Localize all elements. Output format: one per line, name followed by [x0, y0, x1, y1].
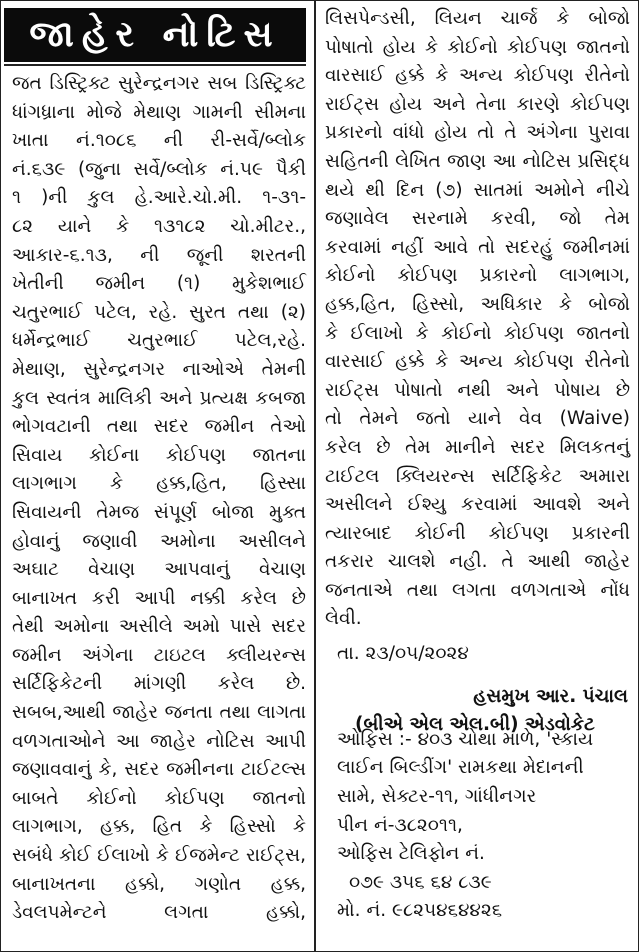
notice-line: વળગતાઓને આ જાહેર નોટિસ આપી	[12, 730, 306, 752]
notice-line: હોવાનું જણાવી અમોના અસીલને	[12, 530, 306, 552]
address-line: ઓફિસ :- ૪૦૩ ચોથા માળે, 'સ્કાય	[337, 728, 594, 750]
notice-line: ધાંગધ્રાના મોજે મેથાણ ગામની સીમના	[12, 101, 306, 123]
signatory-title: (બીએ એલ એલ.બી) એડવોકેટ	[355, 714, 595, 735]
right-column	[325, 5, 630, 926]
notice-line: સર્ટિફિકેટની માંગણી કરેલ છે.	[12, 673, 306, 695]
notice-line: જનતાએ તથા લગતા વળગતાએ નોંધ	[325, 579, 630, 601]
notice-line: અસીલને ઈશ્યુ કરવામાં આવશે અને	[325, 494, 630, 516]
notice-line: વારસાઈ હક્કે કે અન્ય કોઈપણ રીતેનો	[325, 351, 630, 373]
notice-line: ૧ )ની કુલ હે.આરે.ચો.મી. ૧-૩૧-	[12, 187, 306, 209]
notice-line: સિવાયની તેમજ સંપૂર્ણ બોજા મુક્ત	[12, 501, 306, 523]
notice-line: ચતુરભાઈ પટેલ, રહે. સુરત તથા (૨)	[12, 301, 306, 323]
notice-line: હક્ક,હિત, હિસ્સો, અધિકાર કે બોજો	[325, 293, 630, 315]
office-phone: ૦૭૯ ૩૫૬ ૬૪ ૮૩૯	[349, 871, 492, 893]
notice-line: જત ડિસ્ટ્રિક્ટ સુરેન્દ્રનગર સબ ડિસ્ટ્રિક્ટ	[12, 73, 306, 94]
notice-line: થયે થી દિન (૭) સાતમાં અમોને નીચે	[325, 179, 630, 201]
notice-line: સિવાય કોઈના કોઈપણ જાતના	[12, 444, 306, 466]
notice-line: નં.૬૩૯ (જુના સર્વે/બ્લોક નં.૫૯ પૈકી	[12, 158, 306, 180]
notice-line: મેથાણ, સુરેન્દ્રનગર નાઓએ તેમની	[12, 358, 306, 380]
notice-line: લિસપેન્ડસી, લિયન ચાર્જ કે બોજો	[325, 8, 630, 29]
notice-line: આકાર-૬.૧૩, ની જૂની શરતની	[12, 244, 306, 266]
notice-line: ટાઈટલ ક્લિયરન્સ સર્ટિફિકેટ અમારા	[325, 465, 630, 487]
notice-line: કે ઈલાખો કે કોઈનો કોઈપણ જાતનો	[325, 322, 630, 344]
notice-line: વારસાઈ હક્કે કે અન્ય કોઈપણ રીતેનો	[325, 65, 630, 87]
notice-date: તા. ૨૩/૦૫/૨૦૨૪	[337, 643, 469, 665]
column-divider	[314, 0, 316, 952]
notice-line: કુલ સ્વતંત્ર માલિકી અને પ્રત્યક્ષ કબજા	[12, 387, 306, 409]
notice-line: કરવામાં નહીં આવે તો સદરહું જમીનમાં	[325, 236, 630, 258]
notice-line: ખેતીની જમીન (૧) મુકેશભાઈ	[12, 273, 306, 295]
notice-line: પ્રકારનો વાંધો હોય તો તે અંગેના પુરાવા	[325, 122, 630, 144]
notice-line: પોષાતો હોય કે કોઈનો કોઈપણ જાતનો	[325, 36, 630, 58]
notice-line: ૮૨ યાને કે ૧૩૧૮૨ ચો.મીટર.,	[12, 215, 306, 237]
address-line: સામે, સેક્ટર-૧૧, ગાંધીનગર	[337, 786, 537, 808]
notice-line: ત્યારબાદ કોઈની કોઈપણ પ્રકારની	[325, 522, 630, 544]
notice-line: ડેવલપમેન્ટને લગતા હક્કો,	[12, 902, 306, 924]
notice-line: કોઈનો કોઈપણ પ્રકારનો લાગભાગ,	[325, 265, 630, 287]
notice-line: રાઈટ્સ પોષાતો નથી અને પોષાય છે	[325, 379, 630, 401]
pin-code: પીન નં-૩૮૨૦૧૧,	[337, 814, 463, 836]
notice-line: ભોગવટાની તથા સદર જમીન તેઓ	[12, 416, 306, 438]
notice-line: તો તેમને જતો યાને વેવ (Waive)	[325, 408, 630, 430]
notice-line: જણાવવાનું કે, સદર જમીનના ટાઈટલ્સ	[12, 759, 306, 781]
notice-line: બાનાખતના હક્કો, ગણોત હક્ક,	[12, 873, 306, 895]
notice-title: જાહેર નોટિસ	[4, 8, 306, 62]
notice-line: ખાતા નં.૧૦૮૬ ની રી-સર્વે/બ્લોક	[12, 130, 306, 152]
notice-line: લેવી.	[325, 608, 362, 630]
notice-line: તેથી અમોના અસીલે અમો પાસે સદર	[12, 616, 306, 638]
notice-line: લાગભાગ, હક્ક, હિત કે હિસ્સો કે	[12, 816, 306, 838]
notice-line: જમીન અંગેના ટાઇટલ ક્લીયરન્સ	[12, 644, 306, 666]
notice-line: તકરાર ચાલશે નહી. તે આથી જાહેર	[325, 551, 630, 573]
notice-line: લાગભાગ કે હક્ક,હિત, હિસ્સા	[12, 473, 306, 495]
mobile-number: મો. નં. ૯૮૨૫૪૬૪૪૨૬	[337, 900, 503, 922]
notice-line: રાઈટ્સ હોય અને તેના કારણે કોઈપણ	[325, 93, 630, 115]
notice-line: કરેલ છે તેમ માનીને સદર મિલકતનું	[325, 436, 630, 458]
address-line: લાઈન બિલ્ડીંગ' રામકથા મેદાનની	[337, 757, 584, 779]
signatory-name: હસમુખ આર. પંચાલ	[473, 686, 628, 707]
notice-line: જણાવેલ સરનામે કરવી, જો તેમ	[325, 208, 630, 230]
notice-line: બાનાખત કરી આપી નક્કી કરેલ છે	[12, 587, 306, 609]
left-column	[12, 70, 306, 928]
notice-line: ધર્મેન્દ્રભાઈ ચતુરભાઈ પટેલ,રહે.	[12, 330, 306, 352]
notice-line: અઘાટ વેચાણ આપવાનું વેચાણ	[12, 559, 306, 581]
notice-line: સહિતની લેખિત જાણ આ નોટિસ પ્રસિદ્ધ	[325, 150, 630, 172]
notice-line: સબબ,આથી જાહેર જનતા તથા લાગતા	[12, 702, 306, 724]
title-rule	[4, 64, 306, 66]
notice-line: સબંધે કોઈ ઈલાખો કે ઈજમેન્ટ રાઈટ્સ,	[12, 845, 306, 867]
office-phone-label: ઓફિસ ટેલિફોન નં.	[337, 843, 485, 865]
notice-line: બાબતે કોઈનો કોઈપણ જાતનો	[12, 787, 306, 809]
